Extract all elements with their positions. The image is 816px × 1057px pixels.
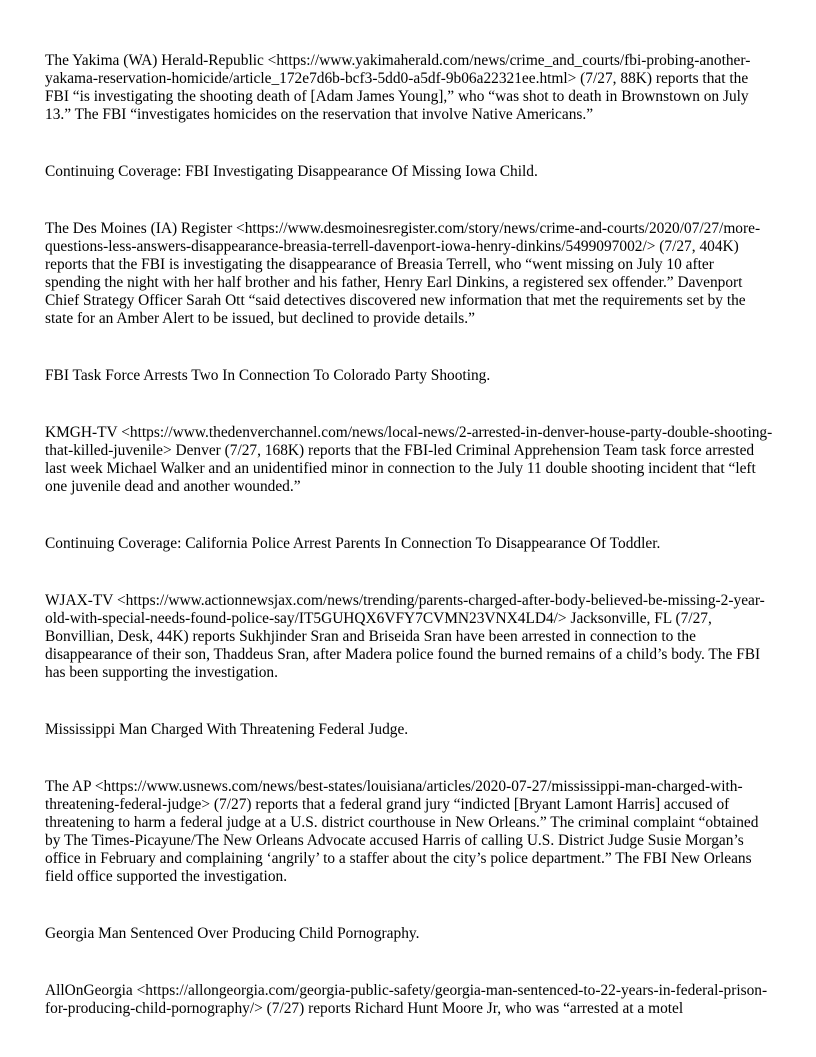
article-headline: Continuing Coverage: FBI Investigating Disappearance Of Missing Iowa Child. [45,163,538,180]
article-headline: FBI Task Force Arrests Two In Connection To Colorado Party Shooting. [45,367,491,384]
article-body: WJAX-TV <https://www.actionnewsjax.com/news/trending/parents-charged-after-body-believed-be-missing-2-year-old-with-special-needs-found-police-say/IT5GUHQX6VFY7CVMN23VNX4LD4/> Jacksonville, FL (7/27, Bonvillian, Desk, 44K) reports Sukhjinder Sran and Briseida Sran have been arrested in connection to the disappearance of their son, Thaddeus Sran, after Madera police found the burned remains of a child’s body. The FBI has been supporting the investigation. [45,592,765,681]
article-headline: Georgia Man Sentenced Over Producing Child Pornography. [45,925,420,942]
article-headline: Mississippi Man Charged With Threatening Federal Judge. [45,721,409,738]
article-body: The AP <https://www.usnews.com/news/best-states/louisiana/articles/2020-07-27/mississippi-man-charged-with-threatening-federal-judge> (7/27) reports that a federal grand jury “indicted [Bryant Lamont Harris] accused of threatening to harm a federal judge at a U.S. district courthouse in New Orleans.” The criminal complaint “obtained by The Times-Picayune/The New Orleans Advocate accused Harris of calling U.S. District Judge Susie Morgan’s office in February and complaining ‘angrily’ to a staffer about the city’s police department.” The FBI New Orleans field office supported the investigation. [45,778,759,885]
article-body: AllOnGeorgia <https://allongeorgia.com/georgia-public-safety/georgia-man-sentenced-to-22-years-in-federal-prison-for-producing-child-pornography/> (7/27) reports Richard Hunt Moore Jr, who was “arrested at a motel [45,982,768,1017]
document-page [45,52,773,1057]
article-headline: Continuing Coverage: California Police Arrest Parents In Connection To Disappearance Of Toddler. [45,535,661,552]
article-body: The Yakima (WA) Herald-Republic <https://www.yakimaherald.com/news/crime_and_courts/fbi-probing-another-yakama-reservation-homicide/article_172e7d6b-bcf3-5dd0-a5df-9b06a22321ee.html> (7/27, 88K) reports that the FBI “is investigating the shooting death of [Adam James Young],” who “was shot to death in Brownstown on July 13.” The FBI “investigates homicides on the reservation that involve Native Americans.” [45,52,751,123]
article-body: KMGH-TV <https://www.thedenverchannel.com/news/local-news/2-arrested-in-denver-house-party-double-shooting-that-killed-juvenile> Denver (7/27, 168K) reports that the FBI-led Criminal Apprehension Team task force arrested last week Michael Walker and an unidentified minor in connection to the July 11 double shooting incident that “left one juvenile dead and another wounded.” [45,424,773,495]
article-body: The Des Moines (IA) Register <https://www.desmoinesregister.com/story/news/crime-and-courts/2020/07/27/more-questions-less-answers-disappearance-breasia-terrell-davenport-iowa-henry-dinkins/5499097002/> (7/27, 404K) reports that the FBI is investigating the disappearance of Breasia Terrell, who “went missing on July 10 after spending the night with her half brother and his father, Henry Earl Dinkins, a registered sex offender.” Davenport Chief Strategy Officer Sarah Ott “said detectives discovered new information that met the requirements set by the state for an Amber Alert to be issued, but declined to provide details.” [45,220,761,327]
